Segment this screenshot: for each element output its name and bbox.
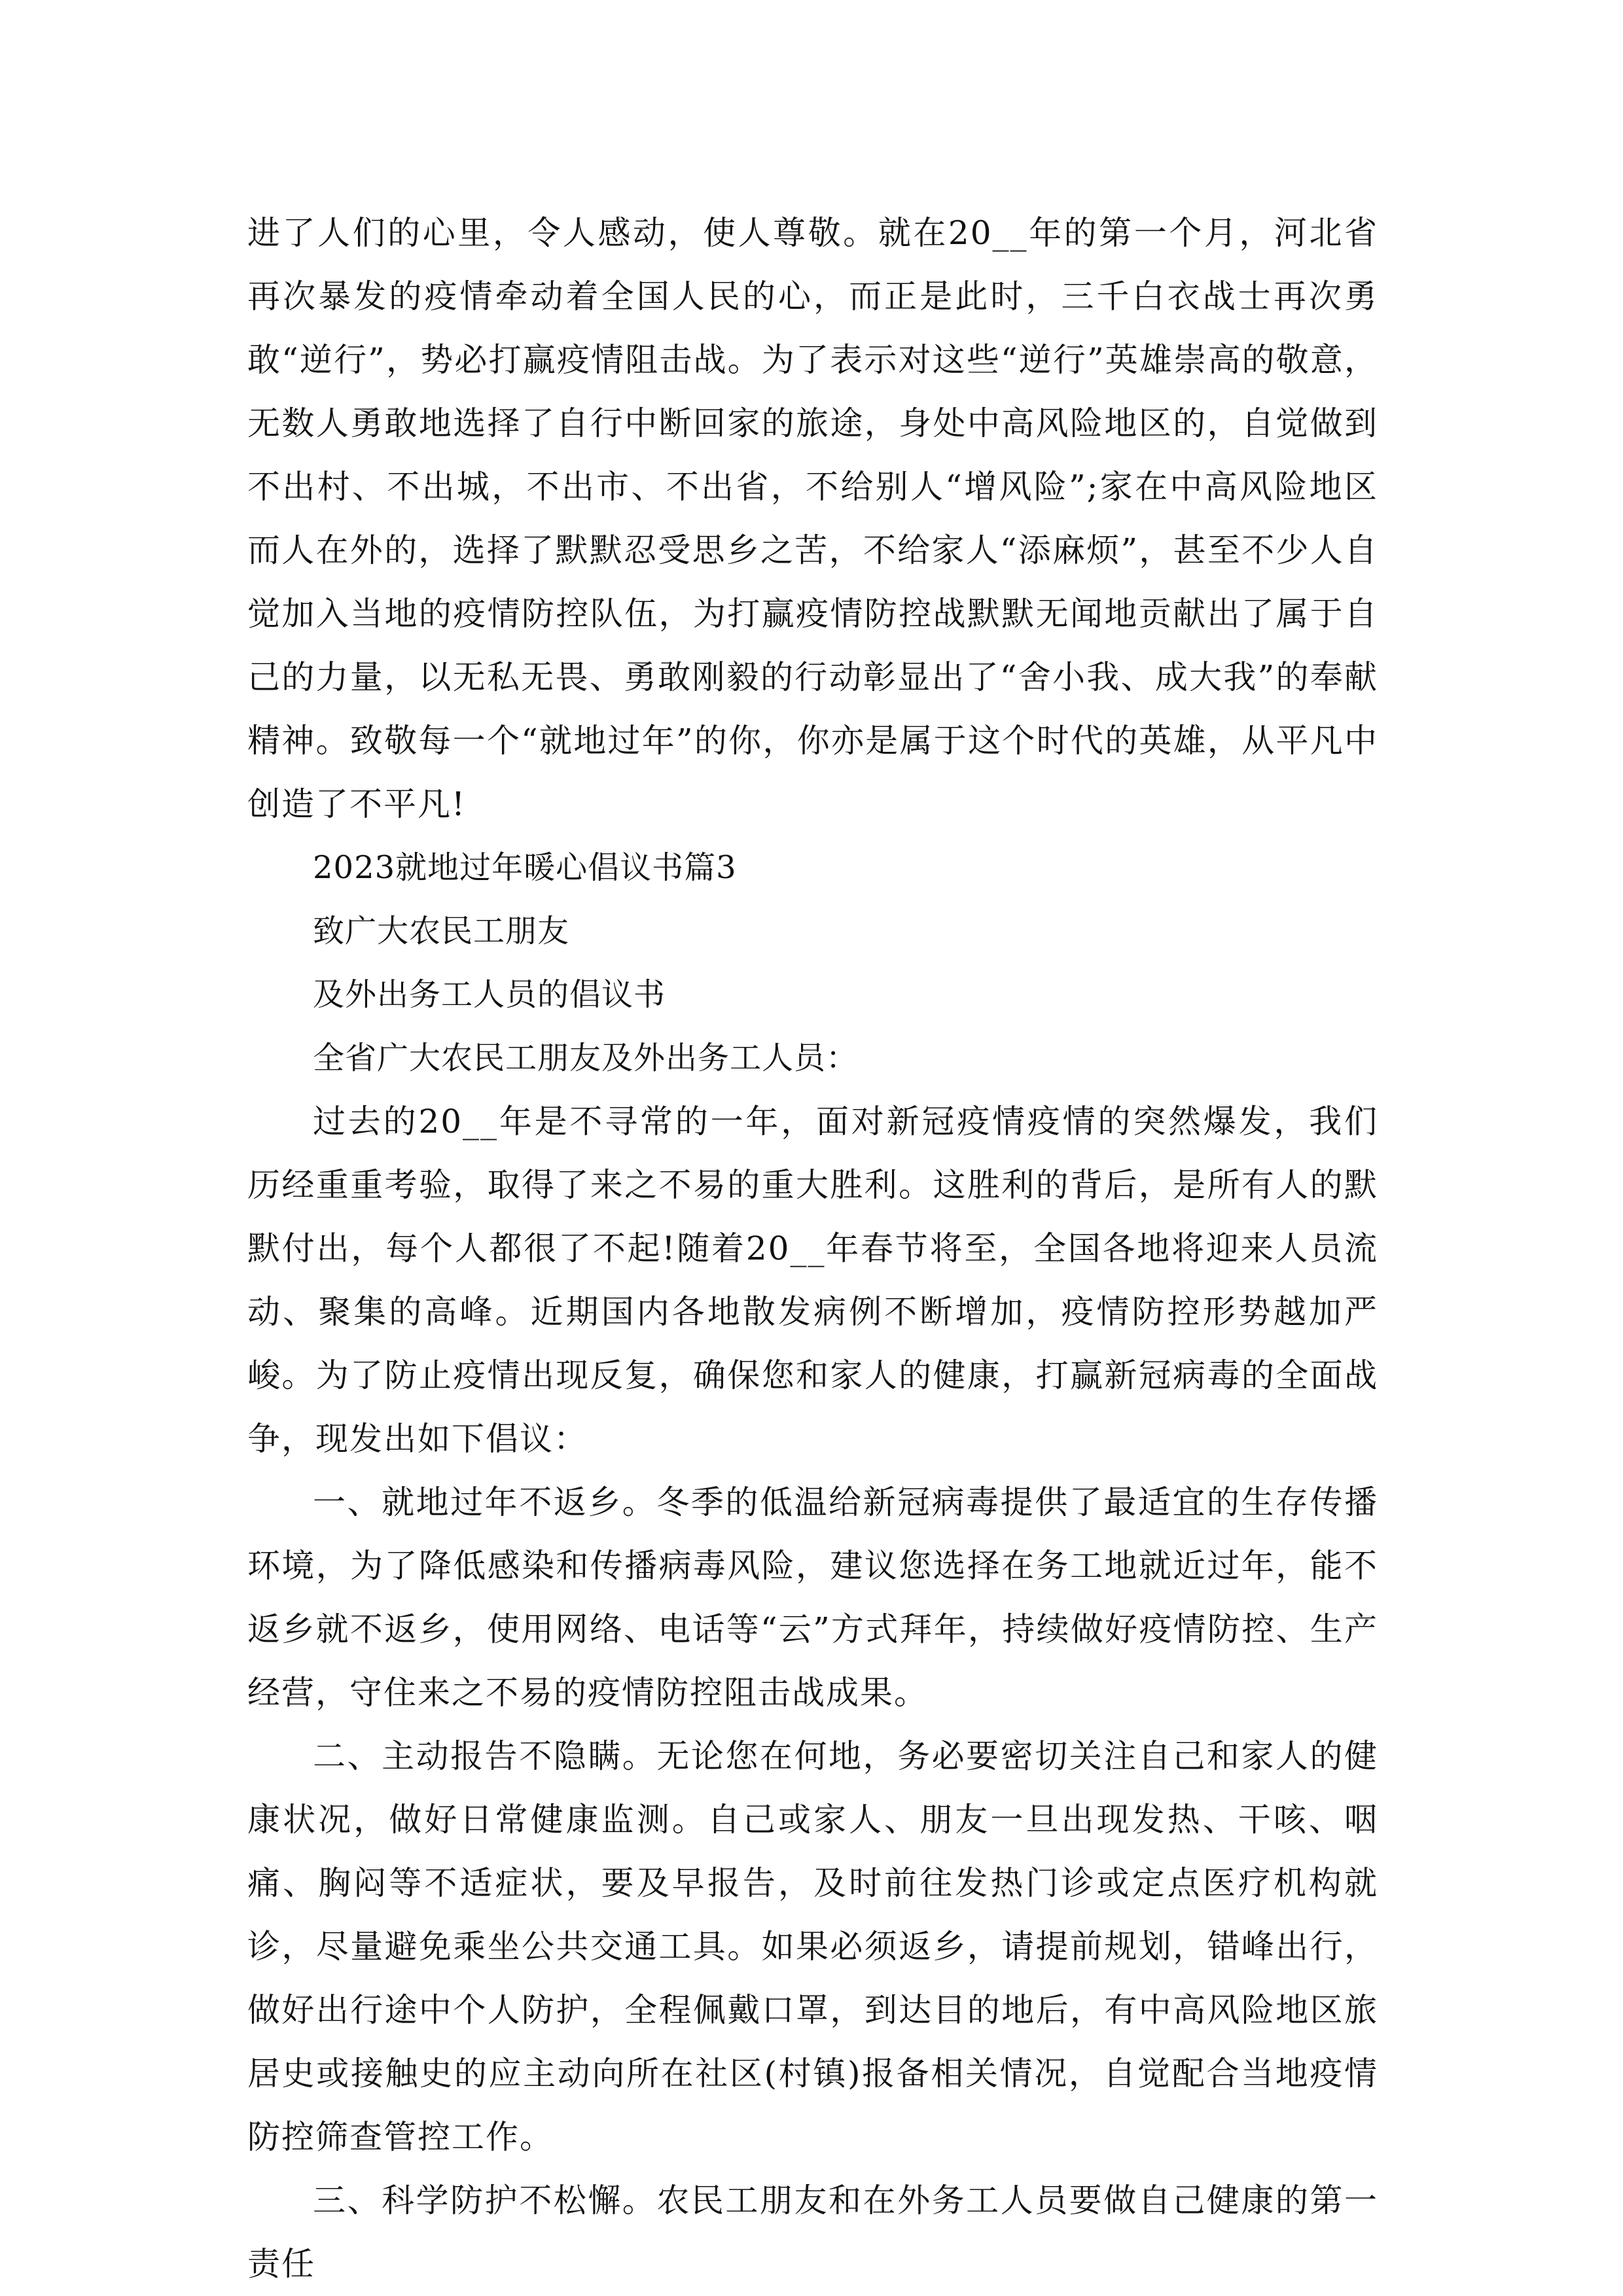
salutation: 全省广大农民工朋友及外出务工人员： — [313, 1040, 859, 1076]
paragraph-continuation: 进了人们的心里，令人感动，使人尊敬。就在20__年的第一个月，河北省再次暴发的疫情牵动着全国人民的心，而正是此时，三千白衣战士再次勇敢“逆行”，势必打赢疫情阻击战。为了表示对这些“逆行”英雄崇高的敬意，无数人勇敢地选择了自行中断回家的旅途，身处中高风险地区的，自觉做到不出村、不出城，不出市、不出省，不给别人“增风险”;家在中高风险地区而人在外的，选择了默默忍受思乡之苦，不给家人“添麻烦”，甚至不少人自觉加入当地的疫情防控队伍，为打赢疫情防控战默默无闻地贡献出了属于自己的力量，以无私无畏、勇敢刚毅的行动彰显出了“舍小我、成大我”的奉献精神。致敬每一个“就地过年”的你，你亦是属于这个时代的英雄，从平凡中创造了不平凡! — [247, 214, 1378, 823]
section-heading: 2023就地过年暖心倡议书篇3 — [313, 849, 737, 886]
paragraph-intro: 过去的20__年是不寻常的一年，面对新冠疫情疫情的突然爆发，我们历经重重考验，取得了来之不易的重大胜利。这胜利的背后，是所有人的默默付出，每个人都很了不起!随着20__年春节将至，全国各地将迎来人员流动、聚集的高峰。近期国内各地散发病例不断增加，疫情防控形势越加严峻。为了防止疫情出现反复，确保您和家人的健康，打赢新冠病毒的全面战争，现发出如下倡议： — [247, 1103, 1378, 1458]
paragraph-item-2: 二、主动报告不隐瞒。无论您在何地，务必要密切关注自己和家人的健康状况，做好日常健康监测。自己或家人、朋友一旦出现发热、干咳、咽痛、胸闷等不适症状，要及早报告，及时前往发热门诊或定点医疗机构就诊，尽量避免乘坐公共交通工具。如果必须返乡，请提前规划，错峰出行，做好出行途中个人防护，全程佩戴口罩，到达目的地后，有中高风险地区旅居史或接触史的应主动向所在社区(村镇)报备相关情况，自觉配合当地疫情防控筛查管控工作。 — [247, 1737, 1378, 2156]
paragraph-item-3: 三、科学防护不松懈。农民工朋友和在外务工人员要做自己健康的第一责任 — [247, 2181, 1378, 2283]
paragraph-item-1: 一、就地过年不返乡。冬季的低温给新冠病毒提供了最适宜的生存传播环境，为了降低感染和传播病毒风险，建议您选择在务工地就近过年，能不返乡就不返乡，使用网络、电话等“云”方式拜年，持续做好疫情防控、生产经营，守住来之不易的疫情防控阻击战成果。 — [247, 1483, 1378, 1712]
document-body — [247, 202, 1378, 2296]
letter-title-line-2: 及外出务工人员的倡议书 — [313, 976, 666, 1013]
letter-title-line-1: 致广大农民工朋友 — [313, 913, 570, 949]
